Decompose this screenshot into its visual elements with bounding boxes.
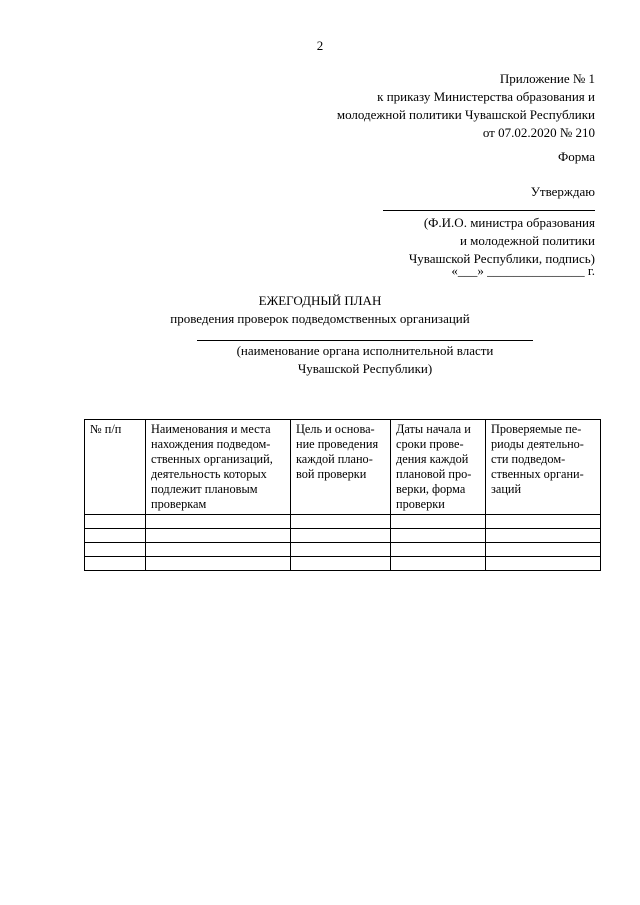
appendix-block [337, 70, 595, 142]
approval-caption-line: Чувашской Республики, подпись) [408, 251, 595, 266]
table-cell[interactable] [85, 543, 146, 557]
appendix-line: Приложение № 1 [499, 71, 595, 86]
approval-caption-line: и молодежной политики [459, 233, 595, 248]
table-cell[interactable] [85, 529, 146, 543]
organization-caption-line: Чувашской Республики) [297, 361, 433, 376]
table-cell[interactable] [486, 515, 601, 529]
header-periods: Проверяемые пе-риоды деятельно-сти подведом-ственных органи-заций [486, 420, 601, 515]
table-cell[interactable] [391, 529, 486, 543]
table-cell[interactable] [486, 529, 601, 543]
organization-caption-line: (наименование органа исполнительной власти [236, 343, 494, 358]
header-dates: Даты начала и сроки прове-дения каждой плановой про-верки, форма проверки [391, 420, 486, 515]
appendix-line: к приказу Министерства образования и [377, 89, 595, 104]
form-label: Форма [558, 149, 595, 164]
table-cell[interactable] [146, 529, 291, 543]
approval-caption [409, 214, 595, 268]
table-cell[interactable] [391, 543, 486, 557]
document-subtitle: проведения проверок подведомственных организаций [170, 311, 470, 326]
signature-line [383, 210, 595, 211]
table-cell[interactable] [146, 557, 291, 571]
table-row [85, 557, 601, 571]
table-cell[interactable] [391, 515, 486, 529]
table-cell[interactable] [146, 515, 291, 529]
table-cell[interactable] [146, 543, 291, 557]
page-number: 2 [316, 38, 324, 53]
appendix-line: от 07.02.2020 № 210 [482, 125, 595, 140]
inspection-plan-table [84, 419, 601, 571]
header-purpose: Цель и основа-ние проведения каждой плано-вой проверки [291, 420, 391, 515]
appendix-line: молодежной политики Чувашской Республики [336, 107, 595, 122]
document-title: ЕЖЕГОДНЫЙ ПЛАН [258, 293, 382, 308]
table-cell[interactable] [291, 529, 391, 543]
table-cell[interactable] [85, 515, 146, 529]
organization-name-line [197, 340, 533, 341]
approval-heading: Утверждаю [530, 184, 595, 199]
header-number: № п/п [85, 420, 146, 515]
table-header-row [85, 420, 601, 515]
header-organization: Наименования и места нахождения подведом-ственных организаций, деятельность которых подлежит плановым проверкам [146, 420, 291, 515]
table-row [85, 543, 601, 557]
approval-caption-line: (Ф.И.О. министра образования [423, 215, 595, 230]
table-cell[interactable] [391, 557, 486, 571]
approval-date-line: «___» _______________ г. [451, 263, 595, 278]
organization-caption [197, 342, 533, 378]
table-cell[interactable] [291, 515, 391, 529]
table-cell[interactable] [486, 557, 601, 571]
table-row [85, 515, 601, 529]
table-cell[interactable] [85, 557, 146, 571]
table-cell[interactable] [291, 557, 391, 571]
table-cell[interactable] [291, 543, 391, 557]
table-cell[interactable] [486, 543, 601, 557]
table-row [85, 529, 601, 543]
